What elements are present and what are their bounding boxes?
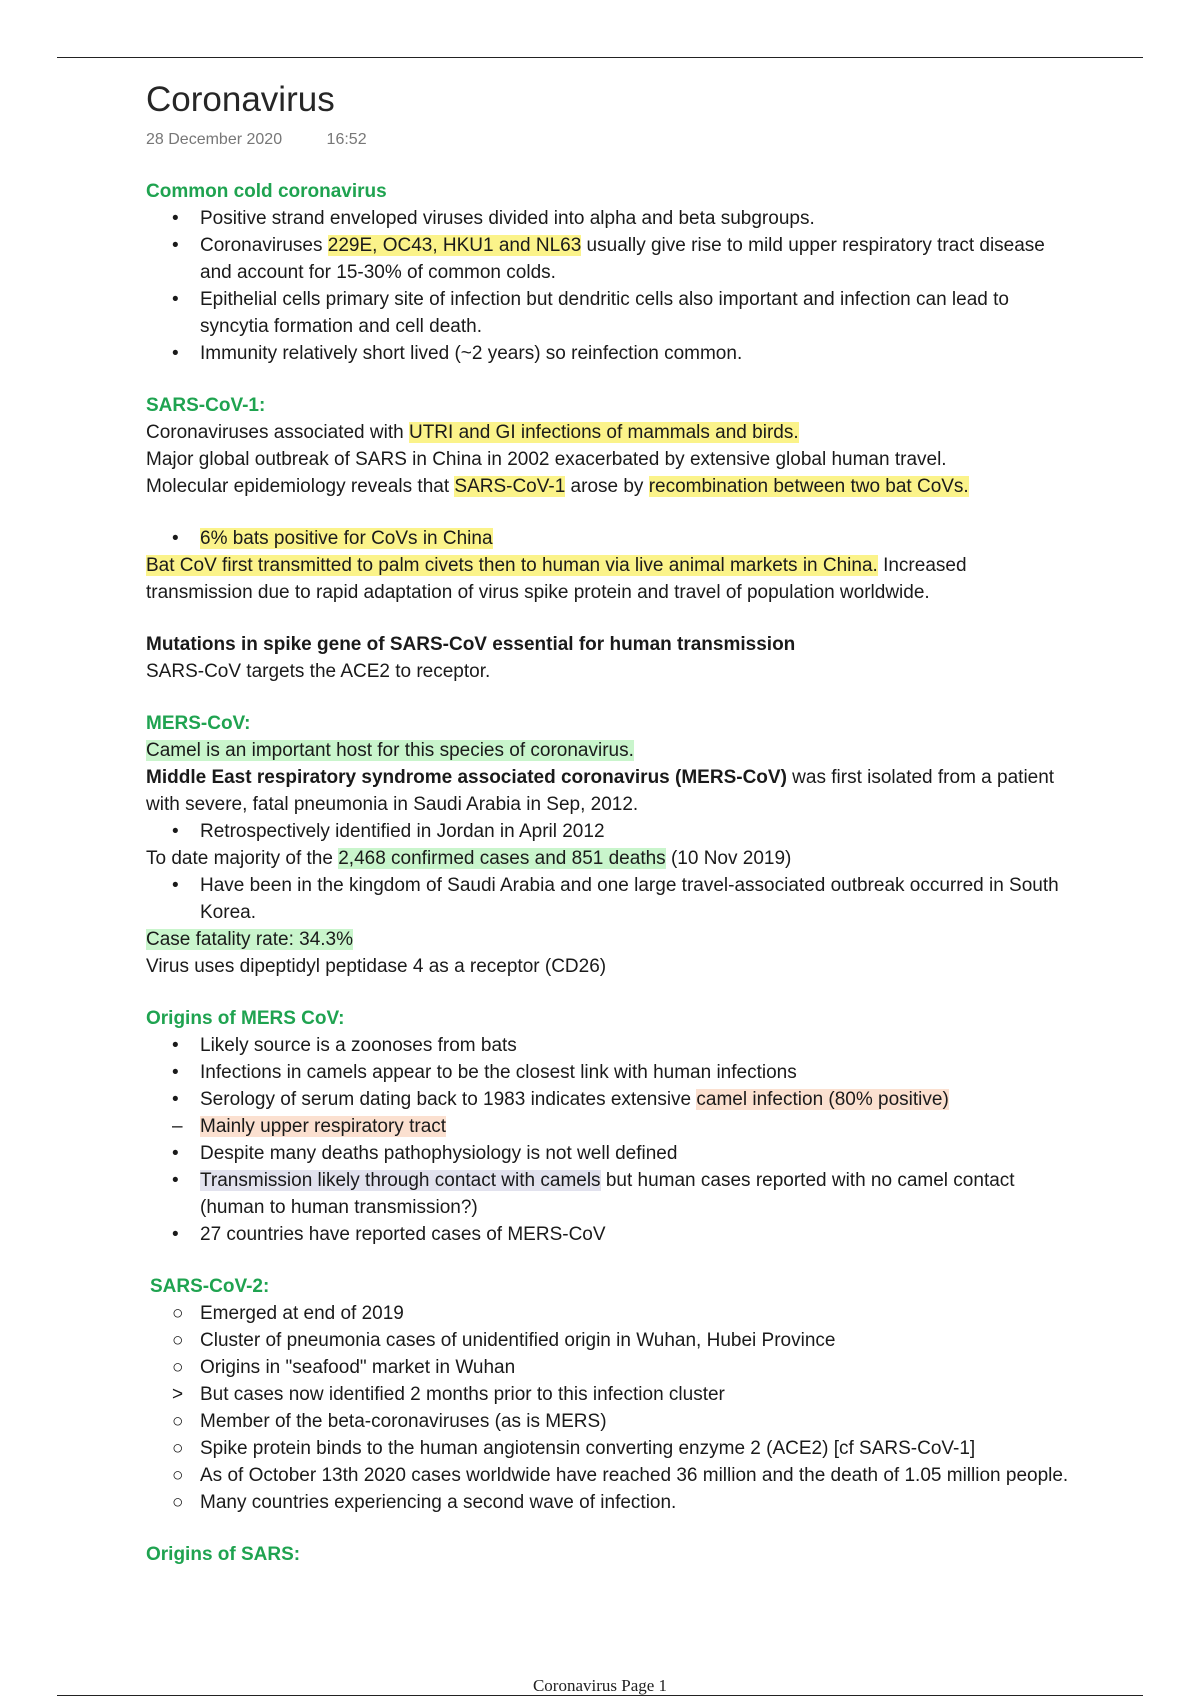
bottom-rule (57, 1695, 1143, 1696)
circle-marker: ○ (172, 1438, 184, 1459)
bullet-marker: • (172, 528, 179, 549)
bullet-marker: • (172, 343, 179, 364)
highlight: Transmission likely through contact with camels (200, 1170, 601, 1191)
paragraph: Major global outbreak of SARS in China in 2002 exacerbated by extensive global human travel. (146, 449, 947, 470)
section-mers-cov (146, 710, 1076, 980)
section-heading: SARS-CoV-2: (150, 1276, 270, 1297)
highlight: camel infection (80% positive) (696, 1089, 949, 1110)
page-footer: Coronavirus Page 1 (532, 1676, 668, 1695)
list-item: • Coronaviruses 229E, OC43, HKU1 and NL63 usually give rise to mild upper respiratory tract disease and account for 15-30% of common colds. (146, 232, 1076, 286)
bullet-marker: • (172, 289, 179, 310)
bullet-marker: • (172, 1089, 179, 1110)
highlight: SARS-CoV-1 (454, 476, 566, 497)
page-date: 28 December 2020 (146, 131, 283, 148)
highlight: 229E, OC43, HKU1 and NL63 (327, 235, 582, 256)
bullet-list (146, 818, 1076, 845)
circle-list (146, 1300, 1076, 1516)
list-item (146, 1113, 1076, 1140)
bullet-marker: • (172, 1143, 179, 1164)
page-title: Coronavirus (146, 80, 335, 119)
list-item: ○ Member of the beta-coronaviruses (as is MERS) (146, 1408, 1076, 1435)
paragraph: SARS-CoV targets the ACE2 to receptor. (146, 661, 491, 682)
circle-marker: ○ (172, 1357, 184, 1378)
list-item: > But cases now identified 2 months prior to this infection cluster (146, 1381, 1076, 1408)
highlight: Bat CoV first transmitted to palm civets then to human via live animal markets in China. (146, 555, 878, 576)
list-item: ○ Cluster of pneumonia cases of unidentified origin in Wuhan, Hubei Province (146, 1327, 1076, 1354)
list-item: • Transmission likely through contact with camels but human cases reported with no camel contact (human to human transmission?) (146, 1167, 1076, 1221)
page-time: 16:52 (326, 131, 367, 148)
spacer (146, 606, 1076, 631)
list-item: • Serology of serum dating back to 1983 indicates extensive camel infection (80% positive) (146, 1086, 1076, 1113)
list-item: ○ Spike protein binds to the human angiotensin converting enzyme 2 (ACE2) [cf SARS-CoV-1] (146, 1435, 1076, 1462)
list-item: • Infections in camels appear to be the closest link with human infections (146, 1059, 1076, 1086)
bullet-list (146, 1032, 1076, 1248)
paragraph: To date majority of the 2,468 confirmed cases and 851 deaths (10 Nov 2019) (146, 848, 792, 869)
highlight: Camel is an important host for this species of coronavirus. (146, 740, 634, 761)
bullet-marker: • (172, 1062, 179, 1083)
highlight: 2,468 confirmed cases and 851 deaths (338, 848, 666, 869)
bold-paragraph: Mutations in spike gene of SARS-CoV essential for human transmission (146, 634, 796, 655)
bullet-list (146, 872, 1076, 926)
section-heading: MERS-CoV: (146, 713, 251, 734)
bullet-marker: • (172, 875, 179, 896)
highlight: recombination between two bat CoVs. (648, 476, 969, 497)
list-item: • Likely source is a zoonoses from bats (146, 1032, 1076, 1059)
highlight: UTRI and GI infections of mammals and birds. (408, 422, 799, 443)
section-sars-cov-2 (146, 1273, 1076, 1516)
section-common-cold (146, 178, 1076, 367)
section-heading: Origins of MERS CoV: (146, 1008, 345, 1029)
bullet-marker: • (172, 1035, 179, 1056)
paragraph (146, 926, 1076, 953)
list-item: • Epithelial cells primary site of infection but dendritic cells also important and infection can lead to syncytia formation and cell death. (146, 286, 1076, 340)
list-item: • Have been in the kingdom of Saudi Arabia and one large travel-associated outbreak occurred in South Korea. (146, 872, 1076, 926)
circle-marker: ○ (172, 1492, 184, 1513)
list-item: • Immunity relatively short lived (~2 years) so reinfection common. (146, 340, 1076, 367)
circle-marker: ○ (172, 1330, 184, 1351)
bullet-list (146, 205, 1076, 367)
bullet-marker: • (172, 235, 179, 256)
paragraph: Middle East respiratory syndrome associated coronavirus (MERS-CoV) was first isolated from a patient with severe, fatal pneumonia in Saudi Arabia in Sep, 2012. (146, 767, 1055, 815)
highlight: Case fatality rate: 34.3% (146, 929, 353, 950)
circle-marker: ○ (172, 1303, 184, 1324)
highlight: 6% bats positive for CoVs in China (200, 528, 493, 549)
list-item (146, 525, 1076, 552)
list-item: ○ Many countries experiencing a second wave of infection. (146, 1489, 1076, 1516)
list-item: • Despite many deaths pathophysiology is not well defined (146, 1140, 1076, 1167)
section-sars-origins (146, 1541, 1076, 1568)
bullet-marker: • (172, 1224, 179, 1245)
spacer (146, 500, 1076, 525)
top-rule (57, 57, 1143, 58)
section-heading: Origins of SARS: (146, 1544, 301, 1565)
section-heading: Common cold coronavirus (146, 181, 387, 202)
bullet-marker: • (172, 1170, 179, 1191)
list-item: ○ As of October 13th 2020 cases worldwide have reached 36 million and the death of 1.05 million people. (146, 1462, 1076, 1489)
arrow-marker: > (172, 1384, 184, 1405)
bullet-list (146, 525, 1076, 552)
bullet-marker: • (172, 208, 179, 229)
page-meta (146, 129, 1076, 151)
paragraph: Coronaviruses associated with UTRI and GI infections of mammals and birds. (146, 422, 799, 443)
paragraph: Virus uses dipeptidyl peptidase 4 as a receptor (CD26) (146, 956, 607, 977)
circle-marker: ○ (172, 1465, 184, 1486)
circle-marker: ○ (172, 1411, 184, 1432)
paragraph: Bat CoV first transmitted to palm civets then to human via live animal markets in China. Increased transmission due to rapid adaptation of virus spike protein and travel of population worldwide. (146, 555, 967, 603)
list-item: • Retrospectively identified in Jordan in April 2012 (146, 818, 1076, 845)
dash-marker: – (172, 1116, 183, 1137)
list-item: ○ Origins in "seafood" market in Wuhan (146, 1354, 1076, 1381)
section-mers-origins (146, 1005, 1076, 1248)
highlight: Mainly upper respiratory tract (200, 1116, 447, 1137)
section-heading: SARS-CoV-1: (146, 395, 266, 416)
note-page (146, 77, 1076, 1568)
list-item: ○ Emerged at end of 2019 (146, 1300, 1076, 1327)
paragraph: Molecular epidemiology reveals that SARS-CoV-1 arose by recombination between two bat CoVs. (146, 476, 969, 497)
list-item: • 27 countries have reported cases of MERS-CoV (146, 1221, 1076, 1248)
paragraph (146, 737, 1076, 764)
section-sars-cov-1 (146, 392, 1076, 685)
list-item: • Positive strand enveloped viruses divided into alpha and beta subgroups. (146, 205, 1076, 232)
bullet-marker: • (172, 821, 179, 842)
